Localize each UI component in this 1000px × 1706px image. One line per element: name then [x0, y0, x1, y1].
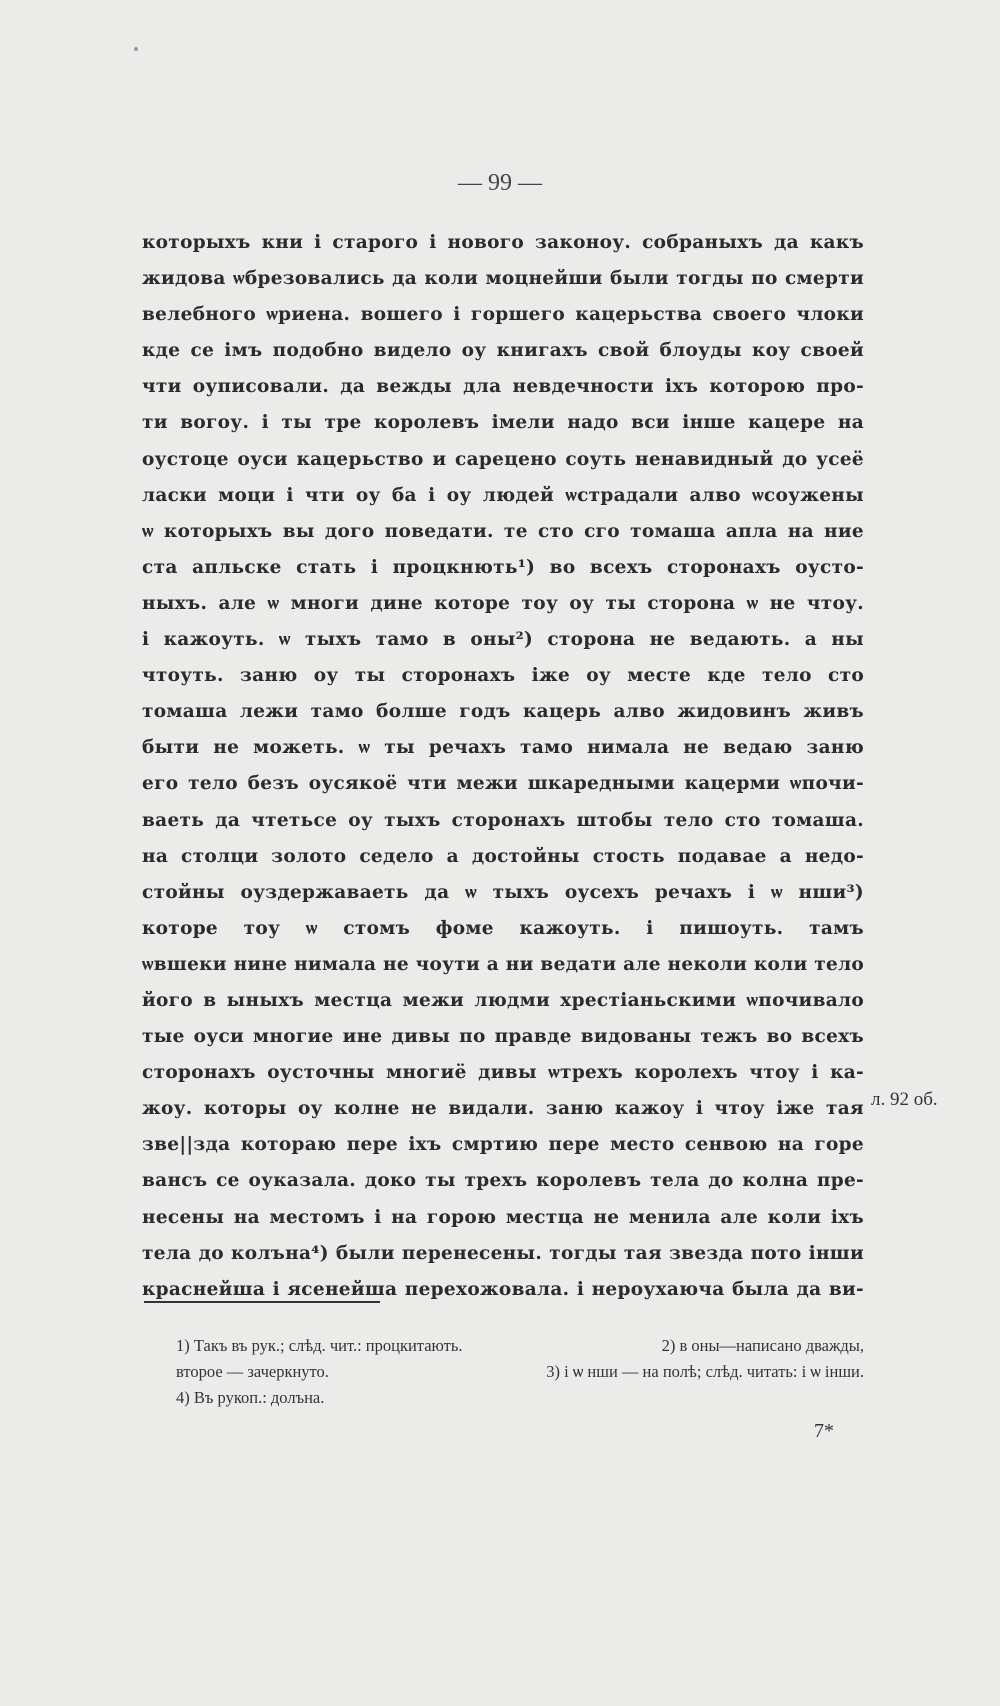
- text-line: тела до колъна⁴) были перенесены. тогды тая звезда пото інши: [142, 1242, 864, 1264]
- footnotes-block: [176, 1333, 864, 1411]
- text-line: ти вогоу. і ты тре королевъ імели надо вси інше кацере на: [142, 412, 864, 434]
- text-line: его тело безъ оусякоё чти межи шкаредными кацерми ѡпочи-: [142, 773, 864, 795]
- text-line: ласки моци і чти оу ба і оу людей ѡстрадали алво ѡсоужены: [142, 484, 864, 506]
- footnote-text: 4) Въ рукоп.: долъна.: [176, 1388, 325, 1407]
- footnote-divider: [144, 1301, 380, 1303]
- text-line: чтоуть. заню оу ты сторонахъ іже оу месте кде тело сто: [142, 665, 864, 687]
- text-line: которе тоу ѡ стомъ фоме кажоуть. і пишоуть. тамъ: [142, 917, 864, 939]
- text-line: кде се імъ подобно видело оу книгахъ свой блоуды коу своей: [142, 340, 864, 362]
- text-line: оустоце оуси кацерьство и сарецено соуть ненавидный до усеё: [142, 448, 864, 470]
- margin-folio-note: л. 92 об.: [871, 1089, 938, 1110]
- text-line: стойны оуздержаваеть да ѡ тыхъ оусехъ речахъ і ѡ нши³): [142, 881, 864, 903]
- footnote-text: 1) Такъ въ рук.; слѣд. чит.: процкитають.: [176, 1336, 463, 1355]
- text-line: ста апльске стать і процкнють¹) во всехъ сторонахъ оусто-: [142, 556, 864, 578]
- text-line: зве||зда котораю пере іхъ смртию пере место сенвою на горе: [142, 1134, 864, 1156]
- text-line: жоу. которы оу колне не видали. заню кажоу і чтоу іже тая: [142, 1098, 864, 1120]
- text-line: і кажоуть. ѡ тыхъ тамо в оны²) сторона не ведають. а ны: [142, 629, 864, 651]
- printer-signature-mark: 7*: [814, 1420, 834, 1442]
- footnote-text: 3) і ѡ нши — на полѣ; слѣд. читать: і ѡ інши.: [546, 1362, 864, 1381]
- text-line: ныхъ. але ѡ многи дине которе тоу оу ты сторона ѡ не чтоу.: [142, 592, 864, 614]
- text-line: которыхъ кни і старого і нового законоу. собраныхъ да какъ: [142, 232, 864, 253]
- text-line: на столци золото седело а достойны стость подавае а недо-: [142, 845, 864, 867]
- main-text-block: [142, 225, 864, 1308]
- text-line: жидова ѡбрезовались да коли моцнейши были тогды по смерти: [142, 268, 864, 290]
- text-line: чти оуписовали. да вежды дла невдечности іхъ которою про-: [142, 376, 864, 398]
- footnote-line: [176, 1359, 864, 1385]
- text-line: велебного ѡриена. вошего і горшего кацерьства своего члоки: [142, 304, 864, 326]
- footnote-text: 2) в оны—написано дважды,: [661, 1336, 864, 1355]
- text-line: ваеть да чтетьсе оу тыхъ сторонахъ штобы тело сто томаша.: [142, 809, 864, 831]
- text-line: быти не можеть. ѡ ты речахъ тамо нимала не ведаю заню: [142, 737, 864, 759]
- text-line: несены на местомъ і на горою местца не менила але коли іхъ: [142, 1206, 864, 1228]
- footnote-line: [176, 1333, 864, 1359]
- footnote-text: второе — зачеркнуто.: [176, 1362, 329, 1381]
- text-line: краснейша і ясенейша перехожовала. і нероухаюча была да ви-: [142, 1278, 864, 1300]
- page-number: — 99 —: [458, 170, 542, 196]
- footnote-line: [176, 1385, 864, 1411]
- text-line: вансъ се оуказала. доко ты трехъ королевъ тела до колна пре-: [142, 1170, 864, 1192]
- ink-speck: [134, 47, 138, 51]
- text-line: сторонахъ оусточны многиё дивы ѡтрехъ королехъ чтоу і ка-: [142, 1062, 864, 1084]
- text-line: ѡ которыхъ вы дого поведати. те сто сго томаша апла на ние: [142, 520, 864, 542]
- text-line: ѡвшеки нине нимала не чоути а ни ведати але неколи коли тело: [142, 953, 864, 975]
- text-line: томаша лежи тамо болше годъ кацерь алво жидовинъ живъ: [142, 701, 864, 723]
- text-line: тые оуси многие ине дивы по правде видованы тежъ во всехъ: [142, 1026, 864, 1048]
- text-line: його в ыныхъ местца межи людми хрестіаньскими ѡпочивало: [142, 989, 864, 1011]
